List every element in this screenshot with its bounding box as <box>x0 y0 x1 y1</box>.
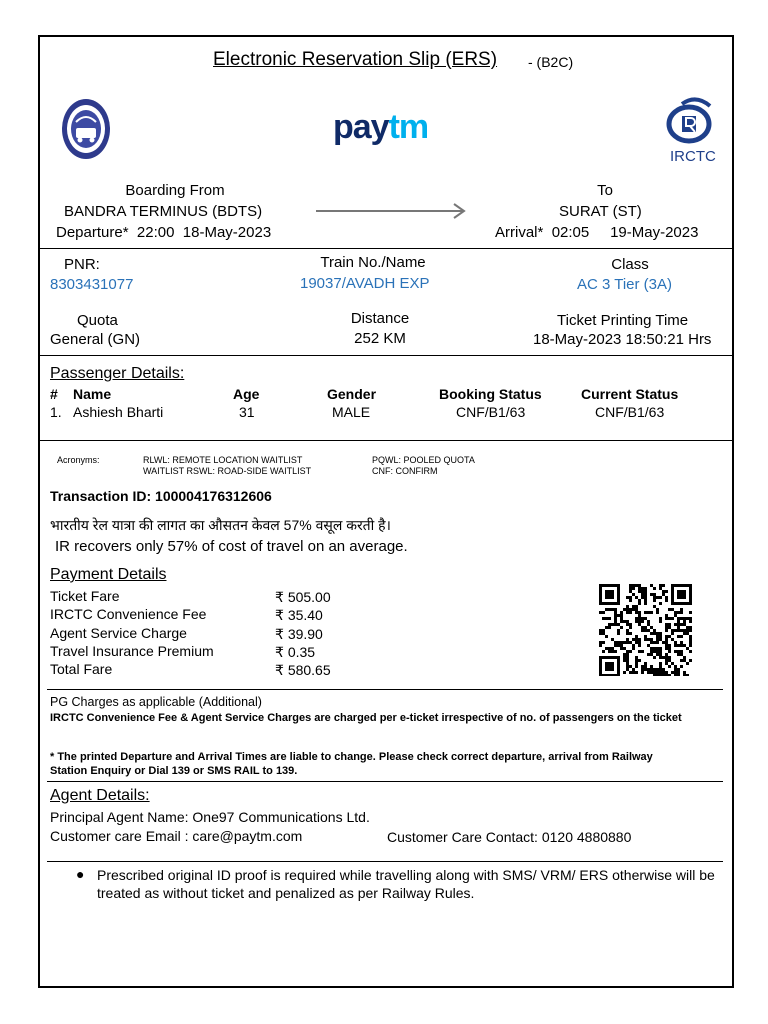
payment-amount: ₹ 35.40 <box>275 607 323 623</box>
payment-label: IRCTC Convenience Fee <box>50 606 207 622</box>
divider <box>47 781 723 782</box>
transaction-label: Transaction ID: <box>50 488 152 504</box>
divider <box>47 689 723 690</box>
train-label: Train No./Name <box>320 254 426 271</box>
page-title: Electronic Reservation Slip (ERS) <box>213 49 498 70</box>
pnr-label: PNR: <box>64 256 100 273</box>
class-label: Class <box>611 256 649 273</box>
ticket-frame <box>38 35 734 988</box>
passenger-booking-status: CNF/B1/63 <box>456 404 526 420</box>
agent-contact: Customer Care Contact: 0120 4880880 <box>387 829 632 845</box>
arrival-label: Arrival* <box>495 224 544 241</box>
from-station: BANDRA TERMINUS (BDTS) <box>64 203 263 220</box>
quota-label: Quota <box>77 312 118 329</box>
bullet-icon: ● <box>76 866 85 882</box>
departure-date: 18-May-2023 <box>182 224 272 241</box>
divider <box>38 248 734 249</box>
boarding-label: Boarding From <box>125 182 225 199</box>
acronym-rlwl: RLWL: REMOTE LOCATION WAITLIST <box>143 455 303 465</box>
print-time-value: 18-May-2023 18:50:21 Hrs <box>533 331 712 348</box>
print-time-label: Ticket Printing Time <box>557 312 689 329</box>
distance-label: Distance <box>350 310 410 327</box>
distance-value: 252 KM <box>354 330 406 347</box>
col-age: Age <box>233 386 260 402</box>
paytm-logo: paytm <box>333 108 429 146</box>
acronym-cnf: CNF: CONFIRM <box>372 466 438 476</box>
arrival-time: 02:05 <box>551 224 590 241</box>
transaction-row <box>50 488 272 504</box>
payment-amount: ₹ 580.65 <box>275 662 331 678</box>
payment-amount: ₹ 0.35 <box>275 644 316 660</box>
payment-heading: Payment Details <box>50 566 167 583</box>
notice-english: IR recovers only 57% of cost of travel on an average. <box>55 538 408 555</box>
indian-railways-logo <box>60 98 112 160</box>
payment-label: Ticket Fare <box>50 588 120 604</box>
class-value: AC 3 Tier (3A) <box>577 276 673 293</box>
pnr-value: 8303431077 <box>50 276 134 293</box>
payment-label: Agent Service Charge <box>50 625 187 641</box>
convenience-note: IRCTC Convenience Fee & Agent Service Charges are charged per e-ticket irrespective of no. of passengers on the ticket <box>50 712 682 724</box>
notice-hindi: भारतीय रेल यात्रा की लागत का औसतन केवल 57% वसूल करती है। <box>50 517 391 533</box>
times-note: * The printed Departure and Arrival Times are liable to change. Please check correct departure, arrival from Railway Station Enquiry or Dial 139 or SMS RAIL to 139. <box>50 751 653 777</box>
passenger-age: 31 <box>239 404 255 420</box>
acronyms-label: Acronyms: <box>57 455 100 465</box>
col-num: # <box>50 386 58 402</box>
arrival-row <box>495 224 698 241</box>
col-current-status: Current Status <box>581 386 679 402</box>
payment-label: Travel Insurance Premium <box>50 643 214 659</box>
departure-row <box>56 224 271 241</box>
passenger-heading: Passenger Details: <box>50 365 185 382</box>
journey-arrow-icon <box>316 202 468 220</box>
col-booking-status: Booking Status <box>439 386 542 402</box>
payment-amount: ₹ 505.00 <box>275 589 331 605</box>
col-gender: Gender <box>327 386 377 402</box>
passenger-num: 1. <box>50 404 62 420</box>
agent-principal: Principal Agent Name: One97 Communications Ltd. <box>50 809 370 825</box>
qr-code <box>599 584 695 676</box>
passenger-name: Ashiesh Bharti <box>73 404 164 420</box>
page-subtitle: - (B2C) <box>528 54 574 70</box>
train-value: 19037/AVADH EXP <box>300 275 430 292</box>
divider <box>38 355 734 356</box>
payment-amount: ₹ 39.90 <box>275 626 323 642</box>
divider <box>47 861 723 862</box>
pg-charges: PG Charges as applicable (Additional) <box>50 695 262 709</box>
to-station: SURAT (ST) <box>559 203 642 220</box>
payment-label: Total Fare <box>50 661 113 677</box>
quota-value: General (GN) <box>50 331 141 348</box>
passenger-gender: MALE <box>332 404 371 420</box>
id-proof-note: Prescribed original ID proof is required while travelling along with SMS/ VRM/ ERS otherwise will be treated as without ticket and penalized as per Railway Rules. <box>97 867 715 901</box>
acronym-pqwl: PQWL: POOLED QUOTA <box>372 455 475 465</box>
departure-time: 22:00 <box>136 224 175 241</box>
acronym-rswl: WAITLIST RSWL: ROAD-SIDE WAITLIST <box>143 466 312 476</box>
col-name: Name <box>73 386 112 402</box>
agent-heading: Agent Details: <box>50 787 150 804</box>
departure-label: Departure* <box>56 224 129 241</box>
divider <box>38 440 734 441</box>
arrival-date: 19-May-2023 <box>610 224 699 241</box>
irctc-text: IRCTC <box>670 148 716 165</box>
passenger-current-status: CNF/B1/63 <box>595 404 665 420</box>
agent-email: Customer care Email : care@paytm.com <box>50 828 303 844</box>
irctc-logo <box>664 96 722 146</box>
to-label: To <box>597 182 613 199</box>
transaction-id: 100004176312606 <box>155 488 272 504</box>
